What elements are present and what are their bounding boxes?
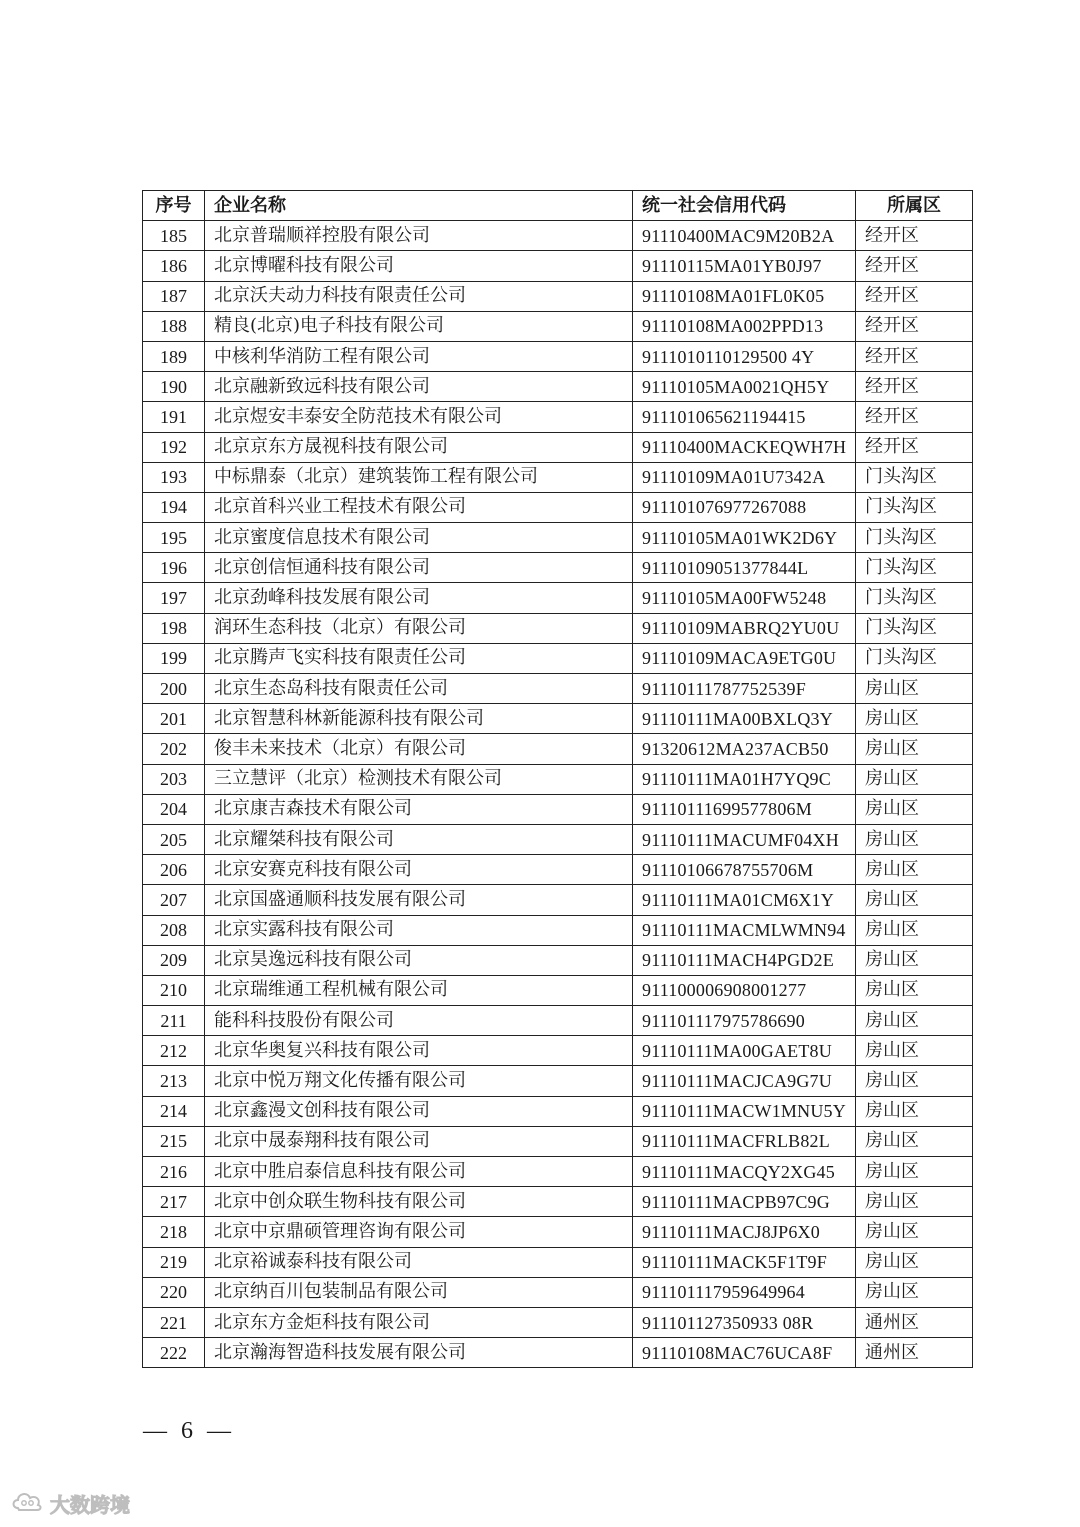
company-name-cell: 北京裕诚泰科技有限公司 — [205, 1247, 633, 1277]
district-cell: 通州区 — [856, 1307, 973, 1337]
table-row — [143, 492, 973, 522]
district-cell: 房山区 — [856, 824, 973, 854]
credit-code-cell: 91110109MACA9ETG0U — [633, 643, 856, 673]
company-name-cell: 北京中创众联生物科技有限公司 — [205, 1187, 633, 1217]
district-cell: 房山区 — [856, 674, 973, 704]
credit-code-cell: 91110111MACW1MNU5Y — [633, 1096, 856, 1126]
serial-number-cell: 205 — [143, 824, 205, 854]
table-row — [143, 1096, 973, 1126]
serial-number-cell: 188 — [143, 311, 205, 341]
credit-code-cell: 91110111MACK5F1T9F — [633, 1247, 856, 1277]
district-cell: 房山区 — [856, 1157, 973, 1187]
serial-number-cell: 199 — [143, 643, 205, 673]
company-name-cell: 北京安赛克科技有限公司 — [205, 855, 633, 885]
district-cell: 房山区 — [856, 1006, 973, 1036]
credit-code-cell: 91110111MA00GAET8U — [633, 1036, 856, 1066]
table-row — [143, 372, 973, 402]
company-name-cell: 北京瀚海智造科技发展有限公司 — [205, 1338, 633, 1368]
serial-number-cell: 202 — [143, 734, 205, 764]
district-cell: 房山区 — [856, 1247, 973, 1277]
company-name-cell: 北京腾声飞实科技有限责任公司 — [205, 643, 633, 673]
district-cell: 经开区 — [856, 432, 973, 462]
table-row — [143, 311, 973, 341]
credit-code-cell: 91110111MACQY2XG45 — [633, 1157, 856, 1187]
district-cell: 房山区 — [856, 1187, 973, 1217]
credit-code-cell: 91110109MA01U7342A — [633, 462, 856, 492]
district-cell: 房山区 — [856, 1036, 973, 1066]
district-cell: 房山区 — [856, 1217, 973, 1247]
table-row — [143, 824, 973, 854]
credit-code-cell: 91110111MACH4PGD2E — [633, 945, 856, 975]
header-company-name: 企业名称 — [205, 191, 633, 221]
serial-number-cell: 221 — [143, 1307, 205, 1337]
district-cell: 经开区 — [856, 221, 973, 251]
table-row — [143, 523, 973, 553]
credit-code-cell: 91110111MA00BXLQ3Y — [633, 704, 856, 734]
table-row — [143, 674, 973, 704]
company-name-cell: 北京昊逸远科技有限公司 — [205, 945, 633, 975]
serial-number-cell: 219 — [143, 1247, 205, 1277]
company-name-cell: 北京生态岛科技有限责任公司 — [205, 674, 633, 704]
district-cell: 门头沟区 — [856, 523, 973, 553]
district-cell: 房山区 — [856, 764, 973, 794]
table-row — [143, 704, 973, 734]
credit-code-cell: 91110105MA0021QH5Y — [633, 372, 856, 402]
serial-number-cell: 215 — [143, 1126, 205, 1156]
district-cell: 房山区 — [856, 945, 973, 975]
company-name-cell: 北京中胜启泰信息科技有限公司 — [205, 1157, 633, 1187]
enterprise-table-container — [142, 190, 972, 1368]
credit-code-cell: 91110105MA00FW5248 — [633, 583, 856, 613]
table-row — [143, 855, 973, 885]
district-cell: 房山区 — [856, 794, 973, 824]
table-row — [143, 1338, 973, 1368]
watermark — [10, 1488, 130, 1518]
credit-code-cell: 911101065621194415 — [633, 402, 856, 432]
company-name-cell: 北京博曜科技有限公司 — [205, 251, 633, 281]
serial-number-cell: 203 — [143, 764, 205, 794]
table-row — [143, 1066, 973, 1096]
table-row — [143, 1307, 973, 1337]
table-row — [143, 1217, 973, 1247]
company-name-cell: 北京东方金炬科技有限公司 — [205, 1307, 633, 1337]
credit-code-cell: 91110111MACUMF04XH — [633, 824, 856, 854]
table-row — [143, 221, 973, 251]
company-name-cell: 俊丰未来技术（北京）有限公司 — [205, 734, 633, 764]
serial-number-cell: 191 — [143, 402, 205, 432]
credit-code-cell: 91110111787752539F — [633, 674, 856, 704]
district-cell: 门头沟区 — [856, 613, 973, 643]
credit-code-cell: 91320612MA237ACB50 — [633, 734, 856, 764]
company-name-cell: 北京蜜度信息技术有限公司 — [205, 523, 633, 553]
serial-number-cell: 196 — [143, 553, 205, 583]
serial-number-cell: 220 — [143, 1277, 205, 1307]
company-name-cell: 润环生态科技（北京）有限公司 — [205, 613, 633, 643]
district-cell: 房山区 — [856, 915, 973, 945]
district-cell: 房山区 — [856, 1096, 973, 1126]
header-credit-code: 统一社会信用代码 — [633, 191, 856, 221]
serial-number-cell: 204 — [143, 794, 205, 824]
serial-number-cell: 198 — [143, 613, 205, 643]
table-row — [143, 734, 973, 764]
district-cell: 经开区 — [856, 372, 973, 402]
credit-code-cell: 91110111MA01CM6X1Y — [633, 885, 856, 915]
table-header-row — [143, 191, 973, 221]
district-cell: 经开区 — [856, 281, 973, 311]
district-cell: 房山区 — [856, 734, 973, 764]
company-name-cell: 北京煜安丰泰安全防范技术有限公司 — [205, 402, 633, 432]
credit-code-cell: 91110109051377844L — [633, 553, 856, 583]
table-row — [143, 613, 973, 643]
credit-code-cell: 91110111699577806M — [633, 794, 856, 824]
serial-number-cell: 209 — [143, 945, 205, 975]
serial-number-cell: 210 — [143, 975, 205, 1005]
credit-code-cell: 911100006908001277 — [633, 975, 856, 1005]
company-name-cell: 北京耀桀科技有限公司 — [205, 824, 633, 854]
district-cell: 经开区 — [856, 402, 973, 432]
district-cell: 门头沟区 — [856, 492, 973, 522]
credit-code-cell: 9111010110129500 4Y — [633, 341, 856, 371]
district-cell: 房山区 — [856, 704, 973, 734]
header-serial-number: 序号 — [143, 191, 205, 221]
company-name-cell: 中标鼎泰（北京）建筑装饰工程有限公司 — [205, 462, 633, 492]
serial-number-cell: 189 — [143, 341, 205, 371]
company-name-cell: 三立慧评（北京）检测技术有限公司 — [205, 764, 633, 794]
serial-number-cell: 208 — [143, 915, 205, 945]
table-row — [143, 1187, 973, 1217]
table-body — [143, 221, 973, 1368]
company-name-cell: 北京华奥复兴科技有限公司 — [205, 1036, 633, 1066]
table-row — [143, 1126, 973, 1156]
credit-code-cell: 91110400MACKEQWH7H — [633, 432, 856, 462]
credit-code-cell: 91110105MA01WK2D6Y — [633, 523, 856, 553]
credit-code-cell: 91110106678755706M — [633, 855, 856, 885]
district-cell: 房山区 — [856, 855, 973, 885]
company-name-cell: 北京京东方晟视科技有限公司 — [205, 432, 633, 462]
district-cell: 经开区 — [856, 311, 973, 341]
table-row — [143, 281, 973, 311]
serial-number-cell: 212 — [143, 1036, 205, 1066]
header-district: 所属区 — [856, 191, 973, 221]
table-row — [143, 583, 973, 613]
credit-code-cell: 91110111MACJCA9G7U — [633, 1066, 856, 1096]
company-name-cell: 北京中悦万翔文化传播有限公司 — [205, 1066, 633, 1096]
credit-code-cell: 91110108MA002PPD13 — [633, 311, 856, 341]
district-cell: 门头沟区 — [856, 643, 973, 673]
credit-code-cell: 911101117975786690 — [633, 1006, 856, 1036]
enterprise-table — [142, 190, 973, 1368]
company-name-cell: 精良(北京)电子科技有限公司 — [205, 311, 633, 341]
company-name-cell: 北京普瑞顺祥控股有限公司 — [205, 221, 633, 251]
company-name-cell: 北京首科兴业工程技术有限公司 — [205, 492, 633, 522]
company-name-cell: 北京劲峰科技发展有限公司 — [205, 583, 633, 613]
serial-number-cell: 214 — [143, 1096, 205, 1126]
serial-number-cell: 211 — [143, 1006, 205, 1036]
serial-number-cell: 206 — [143, 855, 205, 885]
table-row — [143, 251, 973, 281]
serial-number-cell: 193 — [143, 462, 205, 492]
cloud-logo-icon — [10, 1488, 44, 1518]
table-row — [143, 915, 973, 945]
company-name-cell: 北京纳百川包装制品有限公司 — [205, 1277, 633, 1307]
district-cell: 通州区 — [856, 1338, 973, 1368]
table-row — [143, 553, 973, 583]
serial-number-cell: 186 — [143, 251, 205, 281]
district-cell: 房山区 — [856, 1066, 973, 1096]
serial-number-cell: 185 — [143, 221, 205, 251]
table-row — [143, 885, 973, 915]
table-row — [143, 1036, 973, 1066]
serial-number-cell: 195 — [143, 523, 205, 553]
district-cell: 房山区 — [856, 1277, 973, 1307]
credit-code-cell: 91110400MAC9M20B2A — [633, 221, 856, 251]
table-row — [143, 794, 973, 824]
table-row — [143, 1247, 973, 1277]
district-cell: 门头沟区 — [856, 462, 973, 492]
credit-code-cell: 91110115MA01YB0J97 — [633, 251, 856, 281]
table-row — [143, 945, 973, 975]
table-row — [143, 643, 973, 673]
credit-code-cell: 91110111MACFRLB82L — [633, 1126, 856, 1156]
company-name-cell: 北京国盛通顺科技发展有限公司 — [205, 885, 633, 915]
district-cell: 房山区 — [856, 975, 973, 1005]
company-name-cell: 北京瑞维通工程机械有限公司 — [205, 975, 633, 1005]
serial-number-cell: 201 — [143, 704, 205, 734]
credit-code-cell: 91110108MAC76UCA8F — [633, 1338, 856, 1368]
serial-number-cell: 190 — [143, 372, 205, 402]
credit-code-cell: 91110111MACJ8JP6X0 — [633, 1217, 856, 1247]
serial-number-cell: 194 — [143, 492, 205, 522]
company-name-cell: 能科科技股份有限公司 — [205, 1006, 633, 1036]
table-row — [143, 341, 973, 371]
table-row — [143, 1277, 973, 1307]
credit-code-cell: 91110109MABRQ2YU0U — [633, 613, 856, 643]
table-row — [143, 764, 973, 794]
district-cell: 房山区 — [856, 885, 973, 915]
company-name-cell: 中核利华消防工程有限公司 — [205, 341, 633, 371]
table-row — [143, 462, 973, 492]
company-name-cell: 北京鑫漫文创科技有限公司 — [205, 1096, 633, 1126]
company-name-cell: 北京沃夫动力科技有限责任公司 — [205, 281, 633, 311]
credit-code-cell: 91110108MA01FL0K05 — [633, 281, 856, 311]
company-name-cell: 北京智慧科林新能源科技有限公司 — [205, 704, 633, 734]
district-cell: 门头沟区 — [856, 583, 973, 613]
company-name-cell: 北京中京鼎硕管理咨询有限公司 — [205, 1217, 633, 1247]
page-number: — 6 — — [143, 1418, 235, 1444]
district-cell: 房山区 — [856, 1126, 973, 1156]
district-cell: 门头沟区 — [856, 553, 973, 583]
credit-code-cell: 911101117959649964 — [633, 1277, 856, 1307]
serial-number-cell: 207 — [143, 885, 205, 915]
company-name-cell: 北京康吉森技术有限公司 — [205, 794, 633, 824]
serial-number-cell: 222 — [143, 1338, 205, 1368]
district-cell: 经开区 — [856, 341, 973, 371]
district-cell: 经开区 — [856, 251, 973, 281]
serial-number-cell: 187 — [143, 281, 205, 311]
serial-number-cell: 216 — [143, 1157, 205, 1187]
serial-number-cell: 197 — [143, 583, 205, 613]
table-row — [143, 1157, 973, 1187]
watermark-text: 大数跨境 — [50, 1492, 130, 1517]
table-row — [143, 402, 973, 432]
company-name-cell: 北京中晟泰翔科技有限公司 — [205, 1126, 633, 1156]
credit-code-cell: 911101127350933 08R — [633, 1307, 856, 1337]
table-row — [143, 1006, 973, 1036]
serial-number-cell: 213 — [143, 1066, 205, 1096]
serial-number-cell: 218 — [143, 1217, 205, 1247]
company-name-cell: 北京实露科技有限公司 — [205, 915, 633, 945]
serial-number-cell: 200 — [143, 674, 205, 704]
serial-number-cell: 217 — [143, 1187, 205, 1217]
table-row — [143, 432, 973, 462]
credit-code-cell: 91110111MA01H7YQ9C — [633, 764, 856, 794]
serial-number-cell: 192 — [143, 432, 205, 462]
table-row — [143, 975, 973, 1005]
company-name-cell: 北京融新致远科技有限公司 — [205, 372, 633, 402]
credit-code-cell: 911101076977267088 — [633, 492, 856, 522]
credit-code-cell: 91110111MACPB97C9G — [633, 1187, 856, 1217]
company-name-cell: 北京创信恒通科技有限公司 — [205, 553, 633, 583]
credit-code-cell: 91110111MACMLWMN94 — [633, 915, 856, 945]
